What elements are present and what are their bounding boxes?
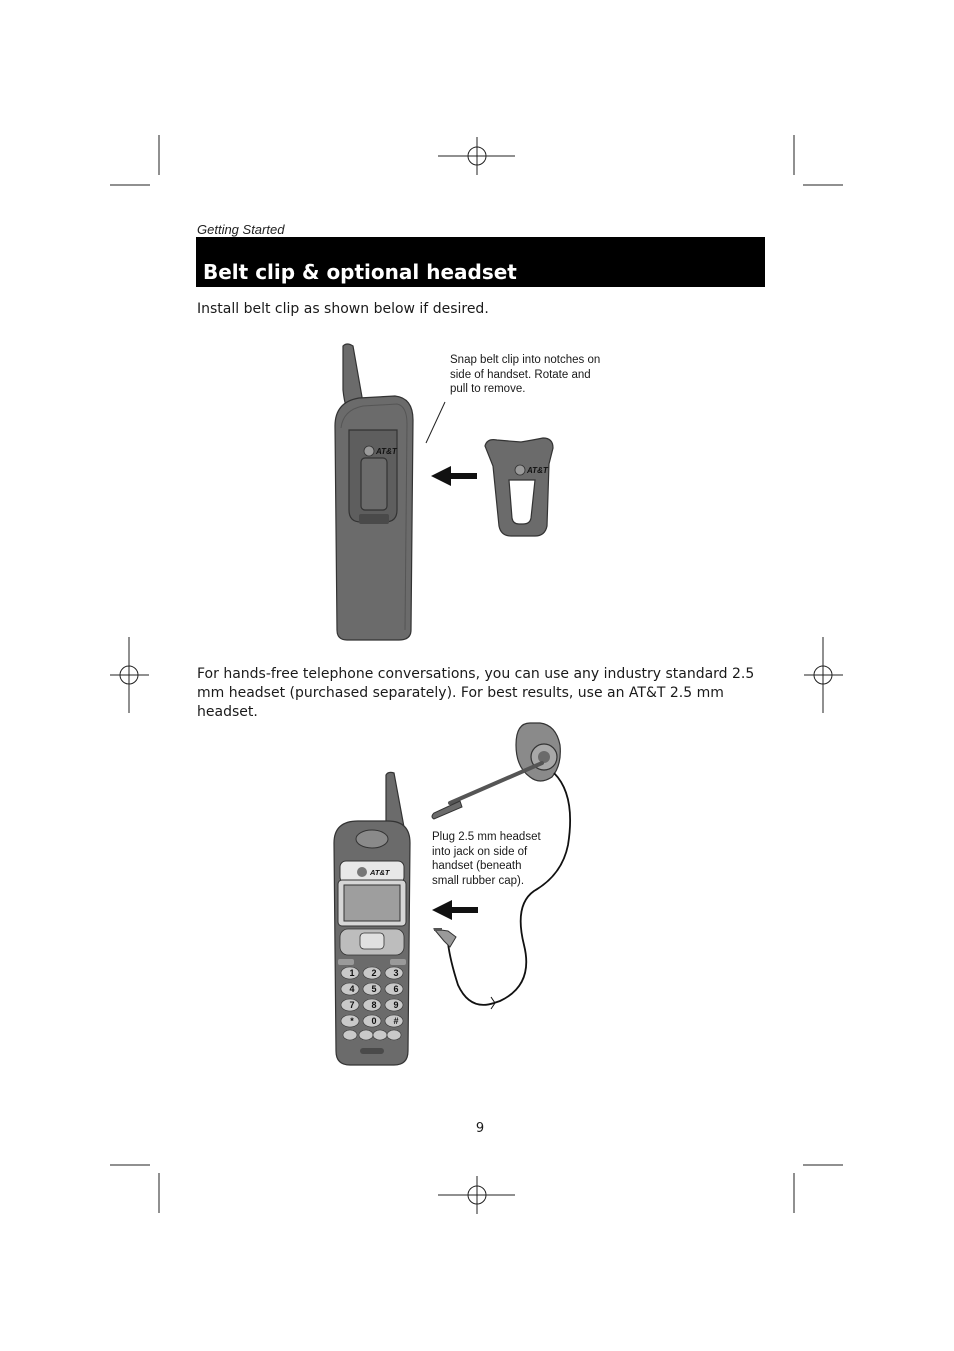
keypad-key-label: 1 [349,968,355,978]
arrow-left-icon [431,466,477,486]
keypad-key-label: 6 [393,984,399,994]
keypad-key-label: 5 [371,984,377,994]
keypad-key-label: 9 [393,1000,399,1010]
arrow-left-icon [432,900,478,920]
handset-back [335,344,413,640]
front-logo: AT&T [370,868,390,877]
page-title: Belt clip & optional headset [203,260,517,284]
keypad-key-label: 2 [371,968,377,978]
section-label: Getting Started [197,222,285,237]
headset-illustration [330,715,590,1075]
headset-paragraph: For hands-free telephone conversations, you can use any industry standard 2.5 mm headset (purchased separately). For best results, use an AT&T 2.5 mm headset. [197,666,755,720]
keypad-key-label: 7 [349,1000,355,1010]
handset-logo: AT&T [376,447,397,456]
belt-clip [485,438,553,536]
headset-callout: Plug 2.5 mm headset into jack on side of handset (beneath small rubber cap). [432,831,541,887]
callout-line [426,402,445,443]
keypad-key-label: # [393,1016,399,1026]
title-bar [196,237,765,287]
belt-clip-callout: Snap belt clip into notches on side of handset. Rotate and pull to remove. [450,354,601,396]
page-number: 9 [475,1121,485,1136]
keypad-key-label: 8 [371,1000,377,1010]
keypad-key-label: 4 [349,984,355,994]
clip-logo: AT&T [527,466,548,475]
keypad-key-label: 0 [371,1016,377,1026]
intro-text: Install belt clip as shown below if desired. [197,301,489,317]
keypad-key-label: * [350,1016,354,1026]
keypad-key-label: 3 [393,968,399,978]
